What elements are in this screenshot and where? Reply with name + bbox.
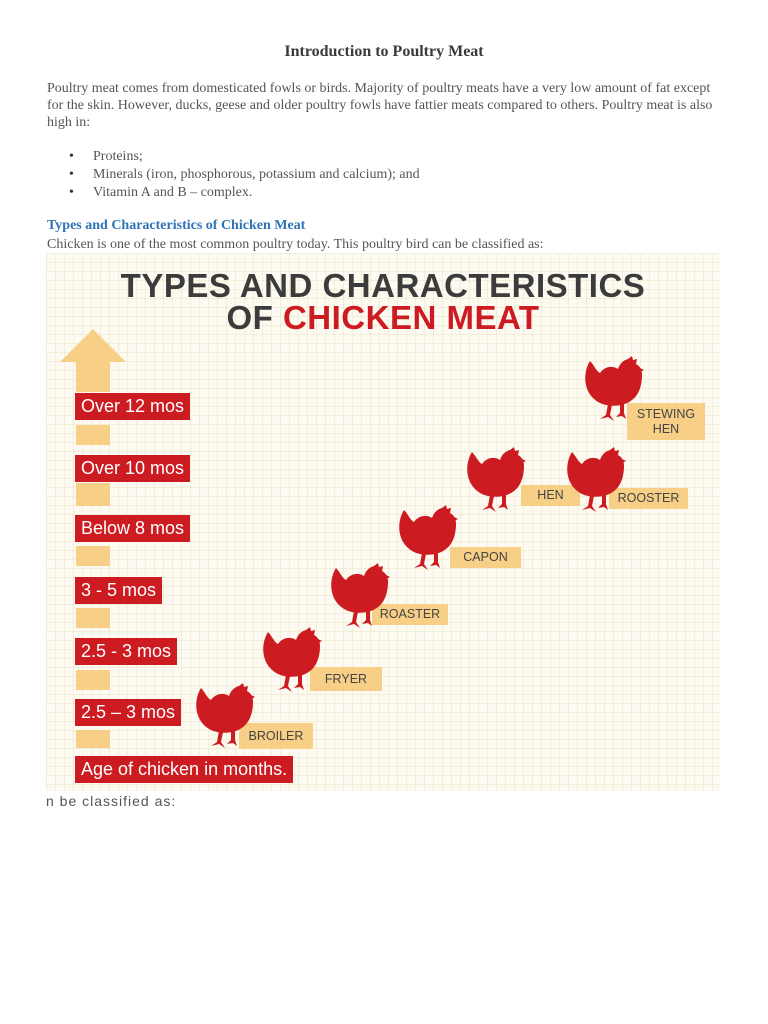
section-heading: Types and Characteristics of Chicken Meat [47, 218, 306, 233]
intro-paragraph: Poultry meat comes from domesticated fowls or birds. Majority of poultry meats have a very low amount of fat except for the skin. However, ducks, geese and older poultry fowls have fattier meats compared to others. Poultry meat is also high in: [47, 81, 713, 130]
section-intro: Chicken is one of the most common poultry today. This poultry bird can be classified as: [47, 237, 544, 252]
tag-capon: CAPON [450, 547, 521, 568]
tag-broiler: BROILER [239, 723, 313, 749]
age-label-over-10: Over 10 mos [75, 455, 190, 482]
title-highlight: CHICKEN MEAT [282, 299, 540, 336]
document-title: Introduction to Poultry Meat [284, 43, 484, 60]
fryer-chicken-icon [262, 626, 322, 692]
tag-roaster: ROASTER [372, 604, 448, 625]
age-label-2-5-3b: 2.5 – 3 mos [75, 699, 181, 726]
title-prefix: OF [226, 299, 283, 336]
tag-stewing-hen: STEWING HEN [627, 403, 705, 440]
nutrient-list [47, 148, 420, 202]
stewing-hen-chicken-icon [584, 355, 644, 421]
infographic-title-line1: TYPES AND CHARACTERISTICS [120, 267, 646, 304]
broiler-chicken-icon [195, 682, 255, 748]
age-label-2-5-3a: 2.5 - 3 mos [75, 638, 177, 665]
tag-rooster: ROOSTER [609, 488, 688, 509]
tag-fryer: FRYER [310, 667, 382, 691]
age-label-over-12: Over 12 mos [75, 393, 190, 420]
age-label-3-5: 3 - 5 mos [75, 577, 162, 604]
chicken-types-infographic [46, 253, 720, 791]
list-item: • Proteins; [47, 148, 420, 166]
list-item: • Vitamin A and B – complex. [47, 184, 420, 202]
tag-hen: HEN [521, 485, 580, 506]
list-item: • Minerals (iron, phosphorous, potassium and calcium); and [47, 166, 420, 184]
hen-chicken-icon [466, 446, 526, 512]
rooster-chicken-icon [566, 446, 626, 512]
age-axis-caption: Age of chicken in months. [75, 756, 293, 783]
age-label-below-8: Below 8 mos [75, 515, 190, 542]
infographic-title-line2 [46, 299, 720, 337]
capon-chicken-icon [398, 504, 458, 570]
roaster-chicken-icon [330, 562, 390, 628]
trailing-fragment: n be classified as: [46, 793, 177, 809]
